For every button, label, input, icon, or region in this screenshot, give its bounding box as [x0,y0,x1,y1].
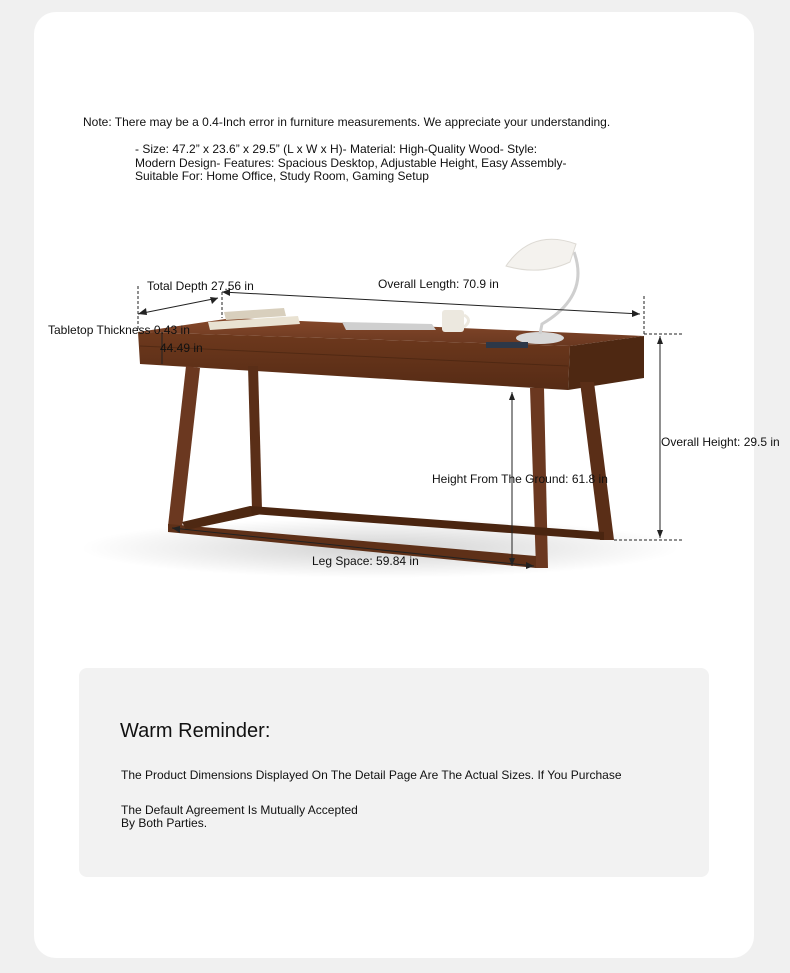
dim-overall-height: Overall Height: 29.5 in [661,435,780,449]
specs-line-1: - Size: 47.2” x 23.6” x 29.5” (L x W x H)- Material: High-Quality Wood- Style: [135,142,538,156]
reminder-text-2a: The Default Agreement Is Mutually Accepted [121,803,358,817]
mug [442,310,464,332]
reminder-text-2b: By Both Parties. [121,815,208,830]
measurement-note: Note: There may be a 0.4-Inch error in furniture measurements. We appreciate your understanding. [83,115,611,129]
dim-total-depth: Total Depth 27.56 in [147,279,254,293]
dim-overall-length: Overall Length: 70.9 in [378,277,499,291]
leg-front-left [168,366,200,528]
dim-tabletop-thickness: Tabletop Thickness 0.43 in [48,323,190,337]
reminder-text-2 [121,804,358,829]
lamp-shade [506,239,576,270]
warm-reminder-box [79,668,709,877]
reminder-text-1: The Product Dimensions Displayed On The Detail Page Are The Actual Sizes. If You Purchase [121,768,622,782]
specs-line-2: Modern Design- Features: Spacious Desktop, Adjustable Height, Easy Assembly- [135,155,567,170]
leg-back-right [580,382,614,540]
leg-back-left [248,366,262,510]
laptop [342,322,436,330]
dim-height-from-ground: Height From The Ground: 61.8 in [432,472,608,486]
dim-tabletop-thickness-secondary: 44.49 in [160,341,203,355]
specs-line-3: Suitable For: Home Office, Study Room, Gaming Setup [135,169,429,183]
dim-leg-space: Leg Space: 59.84 in [312,554,419,568]
reminder-title: Warm Reminder: [120,720,271,742]
